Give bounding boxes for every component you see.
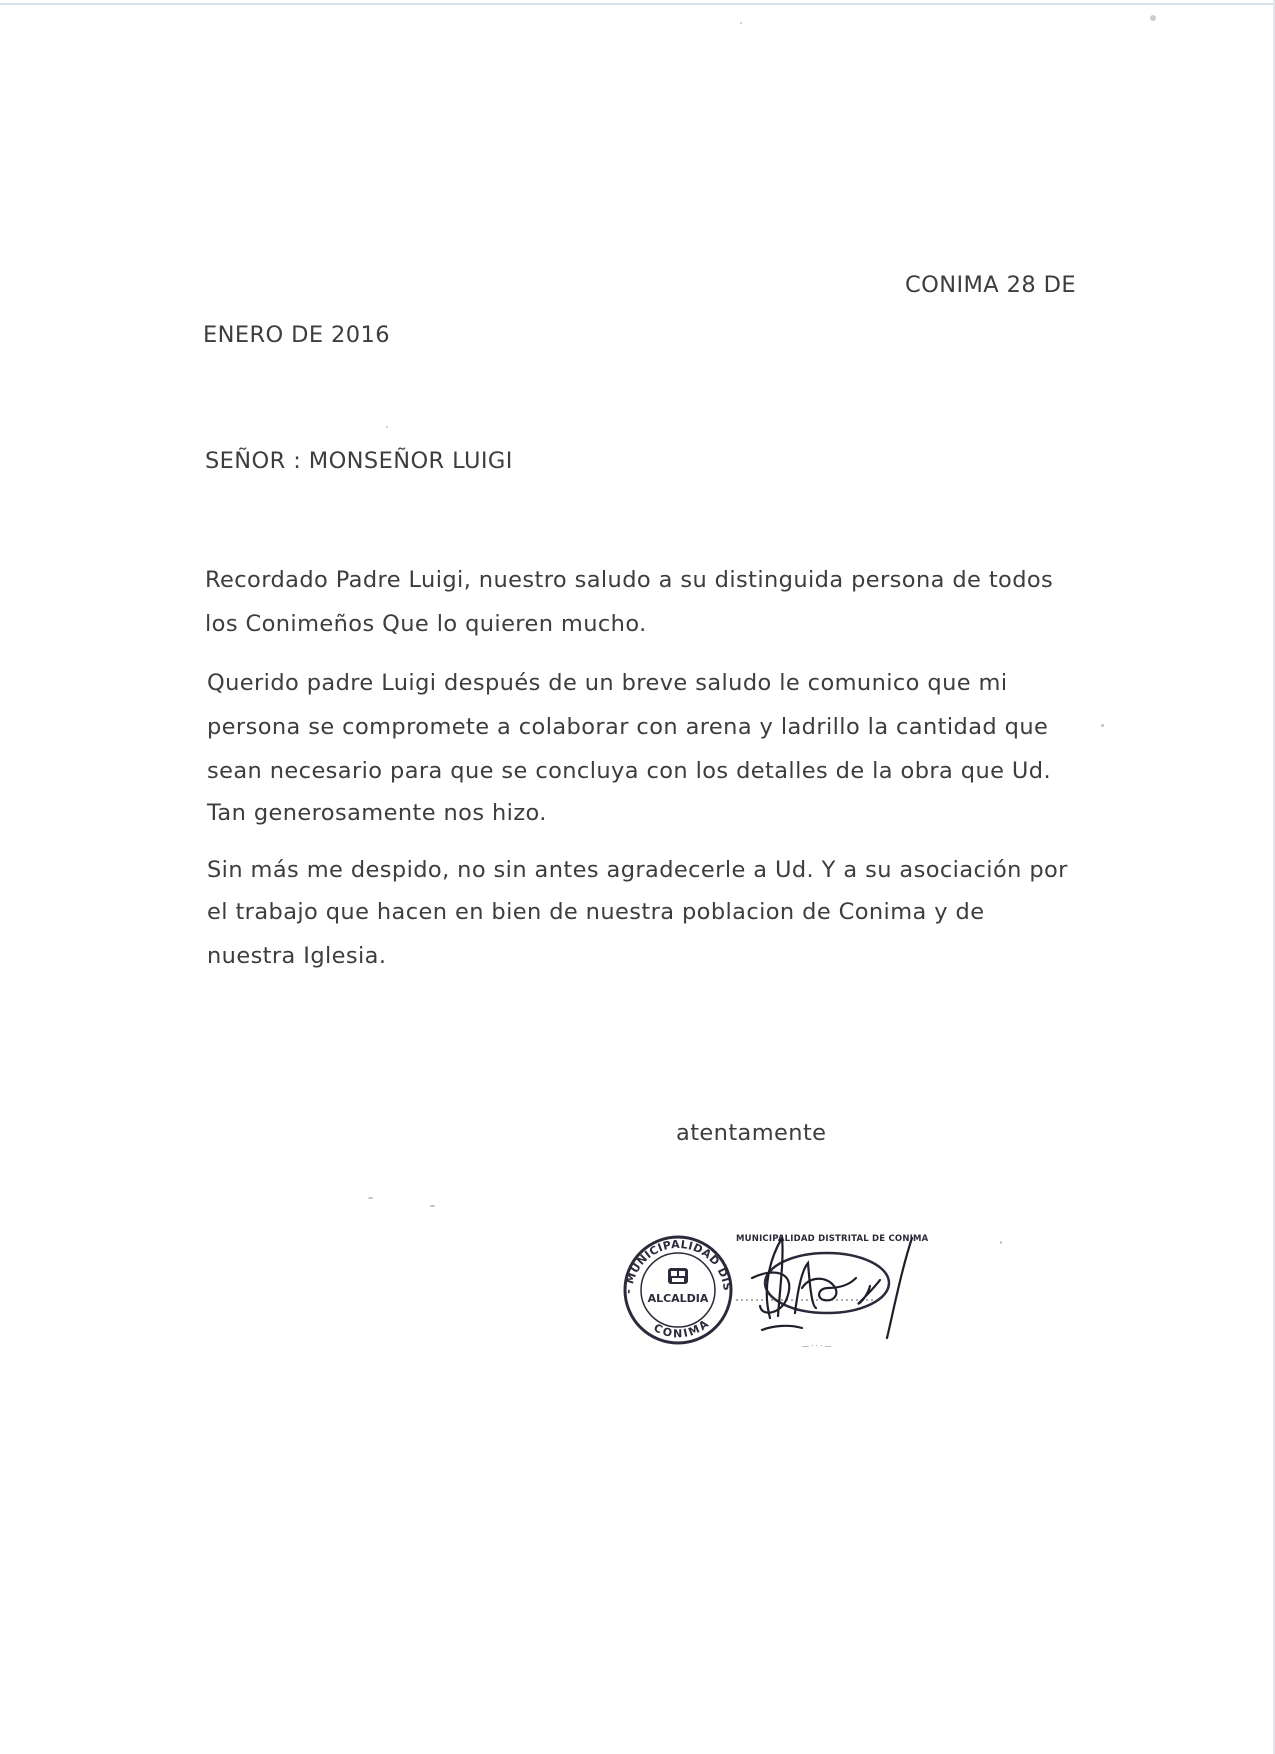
scan-speck [430,1205,435,1207]
page-top-edge [0,3,1275,5]
svg-text:CONIMA: CONIMA [651,1316,713,1341]
official-seal-icon [612,1218,932,1368]
closing: atentamente [676,1120,827,1146]
scan-speck [386,426,388,428]
paragraph-2-line-2: persona se compromete a colaborar con arena y ladrillo la cantidad que [207,714,1049,740]
date-line-2: ENERO DE 2016 [203,322,390,348]
scan-speck [1101,724,1104,727]
paragraph-2-line-1: Querido padre Luigi después de un breve saludo le comunico que mi [207,670,1008,696]
svg-text:- MUNICIPALIDAD DISTRITAL -: - MUNICIPALIDAD DIS [621,1237,735,1295]
signature-and-seal [612,1218,932,1368]
paragraph-3-line-3: nuestra Iglesia. [207,943,387,969]
paragraph-2-line-3: sean necesario para que se concluya con los detalles de la obra que Ud. [207,758,1052,784]
paragraph-3-line-2: el trabajo que hacen en bien de nuestra poblacion de Conima y de [207,899,985,925]
paragraph-1-line-2: los Conimeños Que lo quieren mucho. [205,611,647,637]
date-line-1: CONIMA 28 DE [905,272,1076,298]
addressee: SEÑOR : MONSEÑOR LUIGI [205,448,513,474]
svg-text:— · · · —: — · · · — [802,1342,832,1350]
scan-speck [1150,15,1156,21]
paragraph-2-line-4: Tan generosamente nos hizo. [207,800,547,826]
paragraph-1-line-1: Recordado Padre Luigi, nuestro saludo a su distinguida persona de todos [205,567,1054,593]
scan-speck [368,1197,373,1199]
scan-speck [1000,1241,1002,1244]
svg-text:ALCALDIA: ALCALDIA [647,1292,709,1305]
scan-speck [740,22,742,24]
svg-text:MUNICIPALIDAD DISTRITAL DE CON: MUNICIPALIDAD DISTRITAL DE CONIMA [736,1234,929,1244]
paragraph-3-line-1: Sin más me despido, no sin antes agradecerle a Ud. Y a su asociación por [207,857,1068,883]
